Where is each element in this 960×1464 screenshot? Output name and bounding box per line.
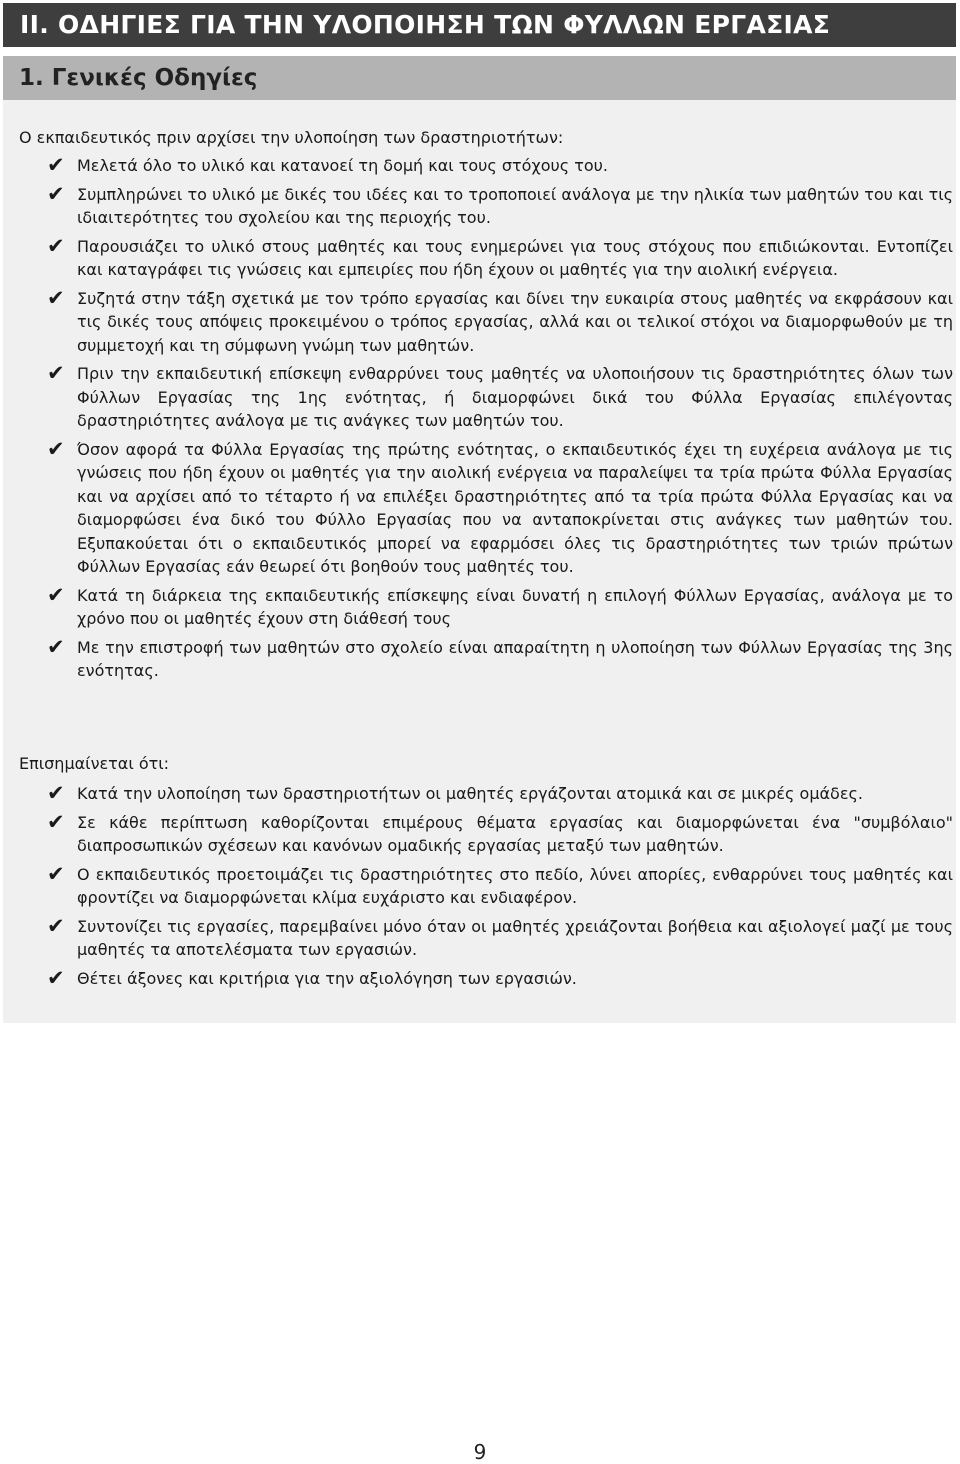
checkmark-icon: ✔: [47, 361, 65, 385]
page-number: 9: [473, 1440, 487, 1464]
checkmark-icon: ✔: [47, 913, 65, 938]
checkmark-icon: ✔: [47, 285, 65, 310]
list-item-text: Κατά τη διάρκεια της εκπαιδευτικής επίσκεψης είναι δυνατή η επιλογή Φύλλων Εργασίας, ανάλογα με το χρόνο που οι μαθητές έχουν στη διάθεσή τους: [77, 585, 953, 628]
list-item-text: Ο εκπαιδευτικός προετοιμάζει τις δραστηριότητες στο πεδίο, λύνει απορίες, ενθαρρύνει τους μαθητές και φροντίζει να διαμορφώνεται κλίμα ευχάριστο και ενδιαφέρον.: [77, 864, 953, 907]
list-item-text: Με την επιστροφή των μαθητών στο σχολείο είναι απαραίτητη η υλοποίηση των Φύλλων Εργασίας της 3ης ενότητας.: [77, 637, 953, 680]
list-item-text: Συντονίζει τις εργασίες, παρεμβαίνει μόνο όταν οι μαθητές χρειάζονται βοήθεια και αξιολογεί μαζί με τους μαθητές τα αποτελέσματα των εργασιών.: [77, 916, 953, 959]
list-item-text: Συζητά στην τάξη σχετικά με τον τρόπο εργασίας και δίνει την ευκαιρία στους μαθητές να εκφράσουν και τις δικές τους απόψεις προκειμένου ο τρόπος εργασίας, αλλά και οι τελικοί στόχοι να διαμορφωθούν με τη συμμετοχή και τη σύμφωνη γνώμη των μαθητών.: [77, 288, 953, 355]
checkmark-icon: ✔: [47, 181, 65, 206]
list-item-text: Θέτει άξονες και κριτήρια για την αξιολόγηση των εργασιών.: [77, 968, 577, 988]
chapter-title: II. ΟΔΗΓΙΕΣ ΓΙΑ ΤΗΝ ΥΛΟΠΟΙΗΣΗ ΤΩΝ ΦΥΛΛΩΝ ΕΡΓΑΣΙΑΣ: [3, 3, 956, 47]
checkmark-icon: ✔: [47, 781, 65, 805]
list-item-text: Σε κάθε περίπτωση καθορίζονται επιμέρους θέματα εργασίας και διαμορφώνεται ένα "συμβόλαιο" διαπροσωπικών σχέσεων και κανόνων ομαδικής εργασίας μεταξύ των μαθητών.: [77, 812, 953, 855]
checkmark-icon: ✔: [47, 153, 65, 177]
list-item: [3, 915, 956, 962]
list-item-text: Συμπληρώνει το υλικό με δικές του ιδέες και το τροποποιεί ανάλογα με την ηλικία των μαθητών του και τις ιδιαιτερότητες του σχολείου και της περιοχής του.: [77, 184, 953, 227]
intro-text: Ο εκπαιδευτικός πριν αρχίσει την υλοποίηση των δραστηριοτήτων:: [19, 128, 564, 147]
list-item: [3, 438, 956, 579]
list-item: [3, 183, 956, 230]
list-item-text: Όσον αφορά τα Φύλλα Εργασίας της πρώτης ενότητας, ο εκπαιδευτικός έχει τη ευχέρεια ανάλογα με τις γνώσεις που ήδη έχουν οι μαθητές για την αιολική ενέργεια να παραλείψει τα τρία πρώτα Φύλλα Εργασίας και να αρχίσει από το τέταρτο ή να επιλέξει δραστηριότητες από τα τρία πρώτα Φύλλα Εργασίας και να διαμορφώσει ένα δικό του Φύλλο Εργασίας που να ανταποκρίνεται στις ανάγκες των μαθητών του. Εξυπακούεται ότι ο εκπαιδευτικός μπορεί να εφαρμόσει όλες τις δραστηριότητες των τριών πρώτων Φύλλων Εργασίας εάν θεωρεί ότι βοηθούν τους μαθητές του.: [77, 439, 953, 576]
list-item: [3, 235, 956, 282]
list-item: [3, 811, 956, 858]
checkmark-icon: ✔: [47, 436, 65, 461]
instructions-list: [3, 154, 956, 688]
list-item: [3, 287, 956, 358]
checkmark-icon: ✔: [47, 233, 65, 258]
list-item: [3, 967, 956, 991]
list-item: [3, 154, 956, 178]
content-panel: [3, 56, 956, 1023]
list-item: [3, 636, 956, 683]
section-title: 1. Γενικές Οδηγίες: [3, 56, 956, 100]
list-item: [3, 863, 956, 910]
checkmark-icon: ✔: [47, 809, 65, 834]
list-item-text: Πριν την εκπαιδευτική επίσκεψη ενθαρρύνει τους μαθητές να υλοποιήσουν τις δραστηριότητες όλων των Φύλλων Εργασίας της 1ης ενότητας, ή διαμορφώνει δικά του Φύλλα Εργασίας επιλέγοντας δραστηριότητες ανάλογα με τις ανάγκες των μαθητών του.: [77, 364, 953, 430]
notes-list: [3, 782, 956, 995]
list-item-text: Παρουσιάζει το υλικό στους μαθητές και τους ενημερώνει για τους στόχους που επιδιώκονται. Εντοπίζει και καταγράφει τις γνώσεις και εμπειρίες που ήδη έχουν οι μαθητές για την αιολική ενέργεια.: [77, 236, 953, 279]
checkmark-icon: ✔: [47, 582, 65, 607]
list-item-text: Μελετά όλο το υλικό και κατανοεί τη δομή και τους στόχους του.: [77, 156, 608, 175]
list-item: [3, 782, 956, 806]
checkmark-icon: ✔: [47, 634, 65, 659]
list-item: [3, 584, 956, 631]
checkmark-icon: ✔: [47, 861, 65, 886]
list-item: [3, 362, 956, 433]
list-item-text: Κατά την υλοποίηση των δραστηριοτήτων οι μαθητές εργάζονται ατομικά και σε μικρές ομάδες.: [77, 784, 863, 803]
checkmark-icon: ✔: [47, 965, 65, 990]
notes-intro-text: Επισημαίνεται ότι:: [19, 754, 170, 773]
